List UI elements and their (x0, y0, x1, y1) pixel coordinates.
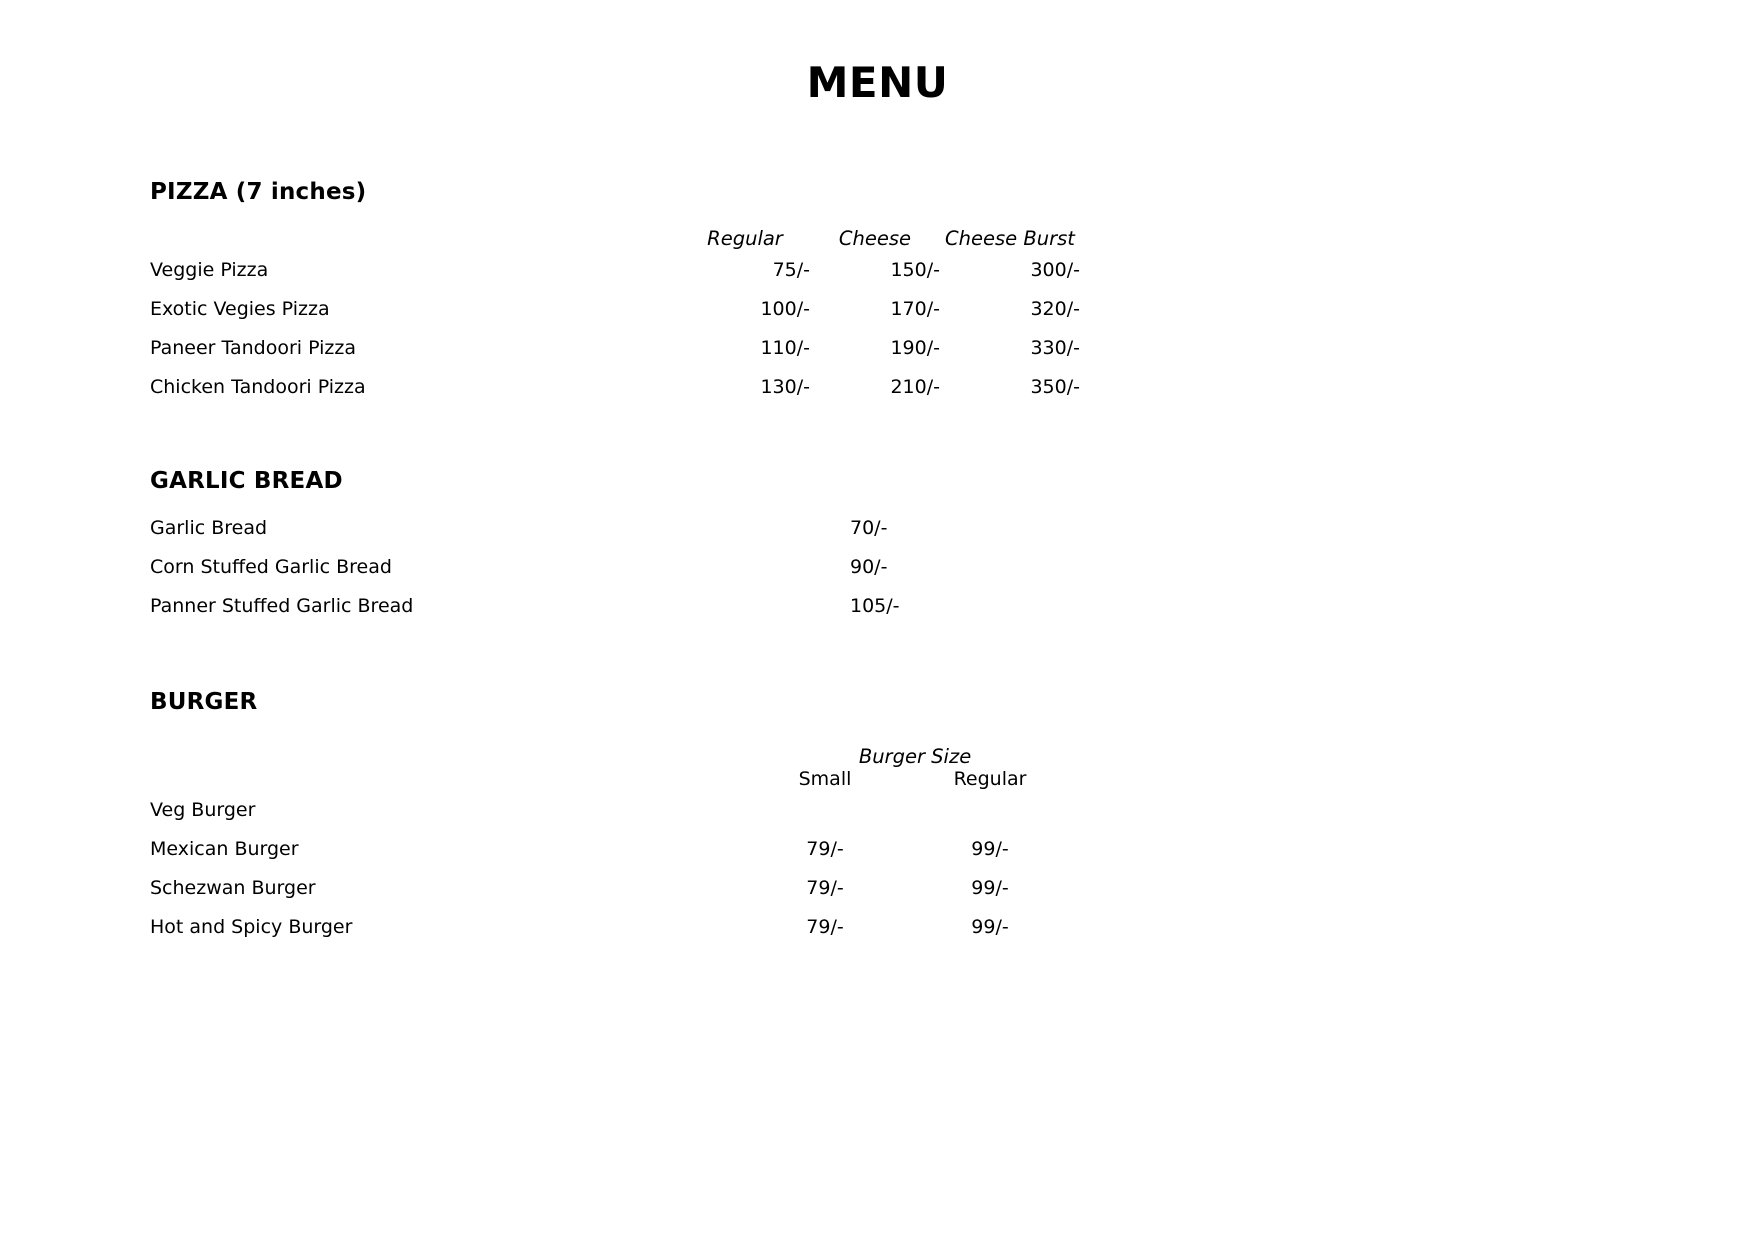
item-name: Schezwan Burger (150, 876, 316, 899)
item-name: Exotic Vegies Pizza (150, 297, 330, 320)
item-price-cheese-burst: 350/- (1030, 375, 1080, 398)
item-price: 90/- (850, 555, 888, 578)
item-price: 105/- (850, 594, 900, 617)
item-price-cheese: 150/- (890, 258, 940, 281)
item-name: Veggie Pizza (150, 258, 269, 281)
section-pizza (150, 179, 1605, 406)
spacer-cell (150, 768, 750, 790)
item-price-cheese: 210/- (890, 375, 940, 398)
item-name: Panner Stuffed Garlic Bread (150, 594, 414, 617)
item-price-regular: 75/- (772, 258, 810, 281)
item-price-regular: 110/- (760, 336, 810, 359)
item-price-regular: 99/- (971, 915, 1009, 938)
group-row (150, 790, 1080, 829)
table-row (150, 586, 1080, 625)
spacer-cell (150, 745, 750, 768)
empty-cell (750, 790, 900, 829)
burger-price-table (150, 745, 1080, 946)
table-row (150, 328, 1080, 367)
section-heading-burger: BURGER (150, 689, 258, 715)
table-row (150, 250, 1080, 289)
section-burger (150, 689, 1605, 946)
item-name: Garlic Bread (150, 516, 268, 539)
item-price-small: 79/- (806, 837, 844, 860)
item-price-small: 79/- (806, 915, 844, 938)
item-price-regular: 99/- (971, 876, 1009, 899)
section-heading-pizza: PIZZA (7 inches) (150, 179, 367, 205)
group-label-veg-burger: Veg Burger (150, 798, 256, 821)
column-header-regular: Regular (953, 768, 1027, 790)
section-heading-garlic-bread: GARLIC BREAD (150, 468, 343, 494)
column-header-item (150, 227, 680, 250)
column-header-cheese: Cheese (838, 227, 912, 250)
column-header-burger-size: Burger Size (858, 745, 972, 768)
column-header-small: Small (798, 768, 852, 790)
column-header-regular: Regular (707, 227, 783, 250)
item-name: Mexican Burger (150, 837, 299, 860)
item-price-regular: 99/- (971, 837, 1009, 860)
table-row (150, 547, 1080, 586)
item-price-cheese-burst: 300/- (1030, 258, 1080, 281)
item-name: Chicken Tandoori Pizza (150, 375, 366, 398)
page-title: MENU (806, 58, 949, 107)
section-garlic-bread (150, 468, 1605, 625)
table-row (150, 907, 1080, 946)
item-price-regular: 130/- (760, 375, 810, 398)
table-header-row (150, 227, 1080, 250)
garlic-bread-price-table (150, 508, 1080, 625)
table-row (150, 367, 1080, 406)
item-name: Paneer Tandoori Pizza (150, 336, 357, 359)
table-row (150, 829, 1080, 868)
item-price-cheese-burst: 320/- (1030, 297, 1080, 320)
item-price-cheese: 190/- (890, 336, 940, 359)
item-price: 70/- (850, 516, 888, 539)
table-row (150, 868, 1080, 907)
empty-cell (900, 790, 1080, 829)
column-header-cheese-burst: Cheese Burst (945, 227, 1075, 250)
item-name: Corn Stuffed Garlic Bread (150, 555, 392, 578)
item-price-cheese-burst: 330/- (1030, 336, 1080, 359)
table-header-row-size (150, 745, 1080, 768)
table-row (150, 508, 1080, 547)
item-price-regular: 100/- (760, 297, 810, 320)
table-header-row (150, 768, 1080, 790)
item-price-cheese: 170/- (890, 297, 940, 320)
table-row (150, 289, 1080, 328)
item-price-small: 79/- (806, 876, 844, 899)
item-name: Hot and Spicy Burger (150, 915, 353, 938)
pizza-price-table (150, 227, 1080, 406)
